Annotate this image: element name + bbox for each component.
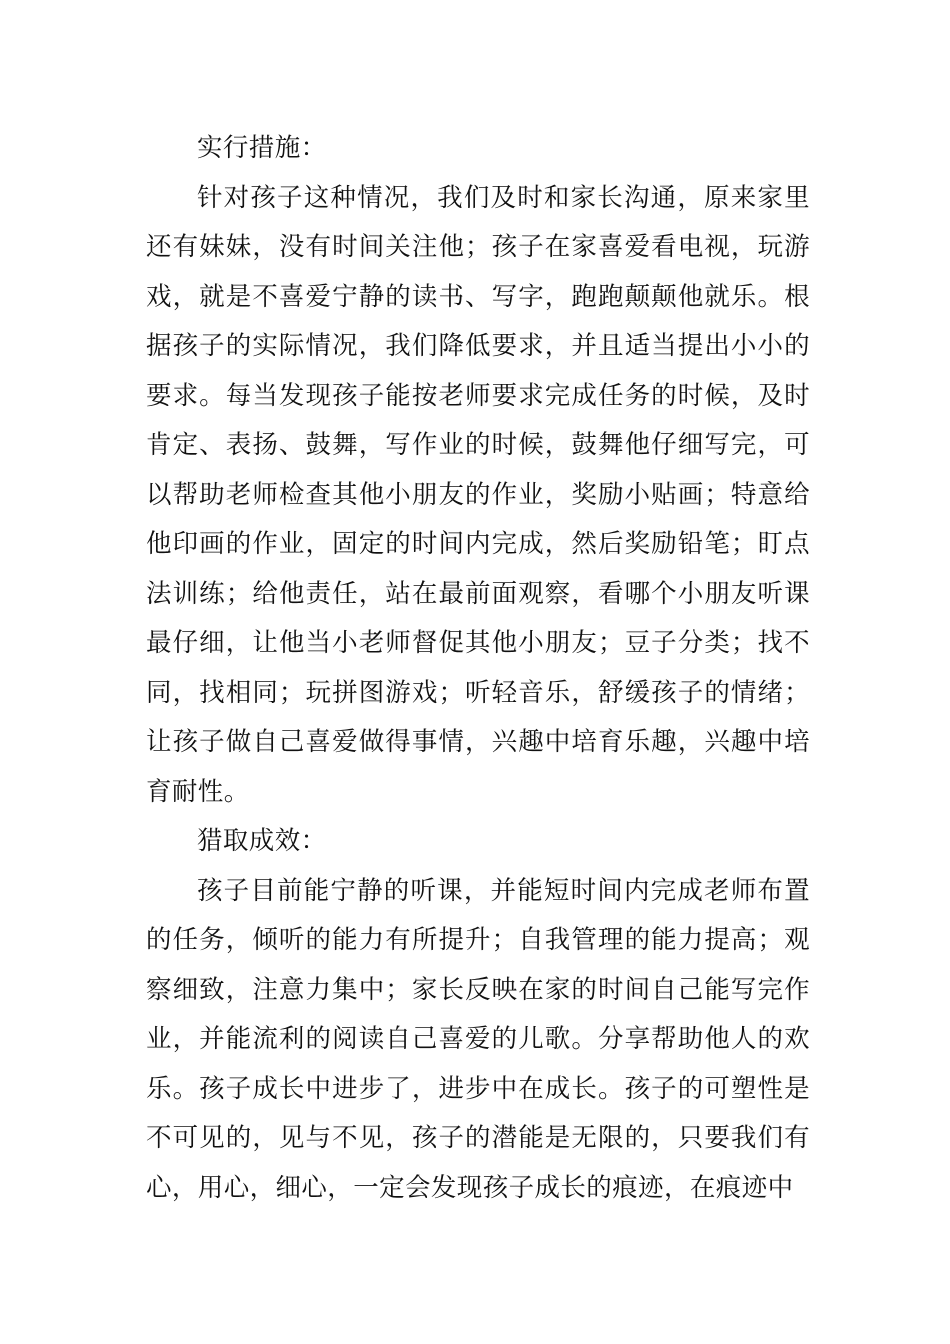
section-heading-measures: 实行措施： (197, 133, 327, 163)
document-content (146, 124, 810, 1213)
section-body-results: 孩子目前能宁静的听课，并能短时间内完成老师布置的任务，倾听的能力有所提升；自我管理的能力提高；观察细致，注意力集中；家长反映在家的时间自己能写完作业，并能流利的阅读自己喜爱的儿歌。分享帮助他人的欢乐。孩子成长中进步了，进步中在成长。孩子的可塑性是不可见的，见与不见，孩子的潜能是无限的，只要我们有心，用心，细心，一定会发现孩子成长的痕迹，在痕迹中 (146, 875, 810, 1203)
section-heading-results: 猎取成效： (197, 826, 327, 856)
section-body-measures: 针对孩子这种情况，我们及时和家长沟通，原来家里还有妹妹，没有时间关注他；孩子在家喜爱看电视，玩游戏，就是不喜爱宁静的读书、写字，跑跑颠颠他就乐。根据孩子的实际情况，我们降低要求，并且适当提出小小的要求。每当发现孩子能按老师要求完成任务的时候，及时肯定、表扬、鼓舞，写作业的时候，鼓舞他仔细写完，可以帮助老师检查其他小朋友的作业，奖励小贴画；特意给他印画的作业，固定的时间内完成，然后奖励铅笔；盯点法训练；给他责任，站在最前面观察，看哪个小朋友听课最仔细，让他当小老师督促其他小朋友；豆子分类；找不同，找相同；玩拼图游戏；听轻音乐，舒缓孩子的情绪；让孩子做自己喜爱做得事情，兴趣中培育乐趣，兴趣中培育耐性。 (146, 182, 810, 807)
